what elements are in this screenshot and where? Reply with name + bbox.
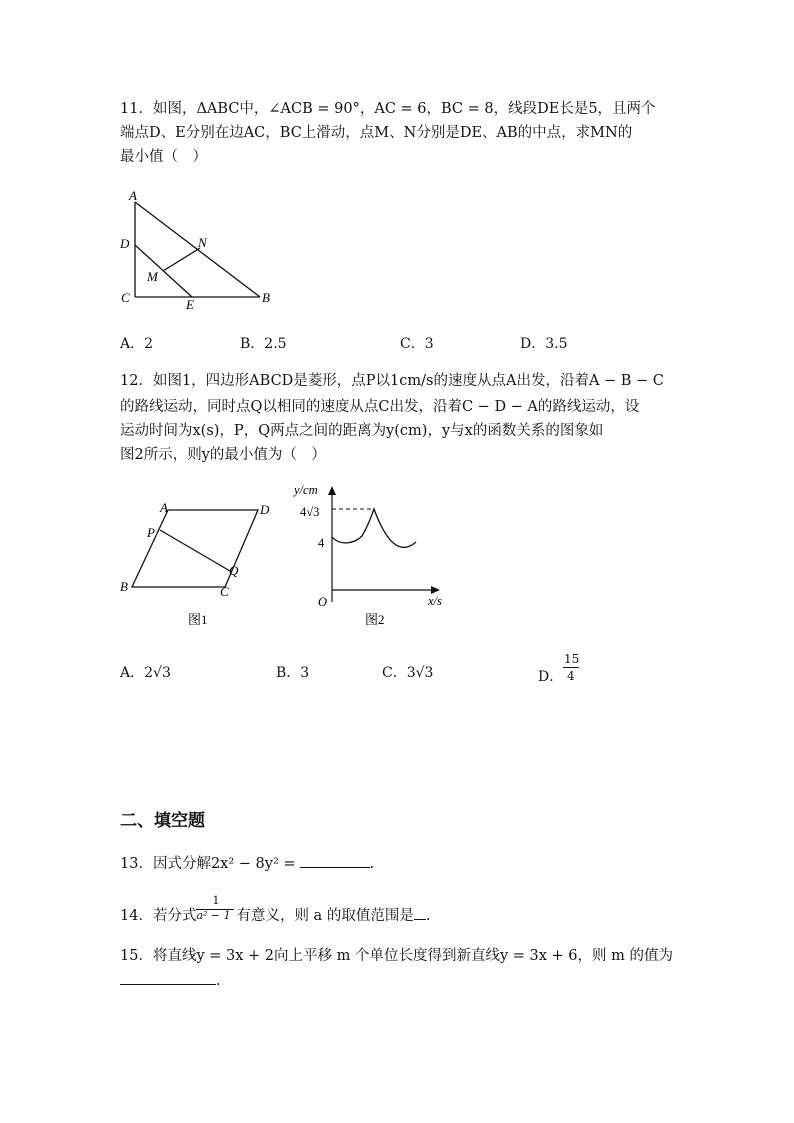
q11-text-line-2: 端点D、E分别在边AC，BC上滑动，点M、N分别是DE、AB的中点，求MN的 <box>120 125 633 141</box>
label-n: N <box>198 235 207 250</box>
function-curve <box>332 509 416 547</box>
q11-triangle-figure <box>110 185 290 315</box>
q14-suffix: 有意义，则 a 的取值范围是 <box>236 908 414 924</box>
label-c: C <box>121 290 130 305</box>
fig2-caption: 图2 <box>365 612 385 627</box>
fig1-label-c: C <box>220 584 229 599</box>
q12-text-line-1: 12．如图1，四边形ABCD是菱形，点P以1cm/s的速度从点A出发，沿着A − B − C <box>120 373 664 389</box>
fig1-label-q: Q <box>229 563 239 578</box>
q14-fraction-denominator: a² − 1 <box>196 909 231 922</box>
segment-pq <box>160 530 230 571</box>
x-axis-arrow <box>431 586 440 594</box>
q12-option-b[interactable]: B．3 <box>276 665 310 681</box>
segment-mn <box>163 248 200 271</box>
q12-option-d[interactable] <box>538 652 598 692</box>
q11-option-b[interactable]: B．2.5 <box>240 336 287 352</box>
q13-end: . <box>369 856 375 872</box>
rhombus-abcd <box>132 510 258 587</box>
q12-text-line-3: 运动时间为x(s)，P，Q两点之间的距离为y(cm)，y与x的函数关系的图象如 <box>120 423 604 439</box>
q12-option-d-numerator: 15 <box>564 652 580 666</box>
q15-text-line-1: 15．将直线y = 3x + 2向上平移 m 个单位长度得到新直线y = 3x + 6，则 m 的值为 <box>120 948 673 964</box>
q15-line-2 <box>120 968 221 994</box>
y-axis-label: y/cm <box>294 483 318 497</box>
q15-answer-blank[interactable] <box>120 968 216 985</box>
fig1-label-p: P <box>147 525 155 540</box>
q12-text-line-2: 的路线运动，同时点Q以相同的速度从点C出发，沿着C − D − A的路线运动，设 <box>120 399 640 415</box>
q12-option-d-fraction-bar <box>563 667 579 668</box>
q12-option-d-denominator: 4 <box>567 669 575 683</box>
q14-answer-blank[interactable] <box>414 903 426 920</box>
y-tick-4: 4 <box>318 536 325 550</box>
q11-option-d[interactable]: D．3.5 <box>520 336 568 352</box>
label-d: D <box>120 236 130 251</box>
q14-fraction-numerator: 1 <box>212 894 220 907</box>
y-axis-arrow <box>328 486 336 495</box>
q14-end: . <box>425 908 431 924</box>
fig1-label-a: A <box>160 500 168 515</box>
label-m: M <box>147 269 158 284</box>
label-e: E <box>186 297 194 312</box>
label-a: A <box>129 188 137 203</box>
q12-option-c[interactable]: C．3√3 <box>382 665 434 681</box>
q15-end: . <box>216 973 221 989</box>
q11-option-c[interactable]: C．3 <box>400 336 434 352</box>
q12-figure-1-rhombus <box>110 495 290 630</box>
q14-fraction <box>196 894 236 926</box>
label-b: B <box>262 290 270 305</box>
q11-option-a[interactable]: A．2 <box>120 336 154 352</box>
origin-label: O <box>318 595 328 609</box>
q14-prefix: 14．若分式 <box>120 908 197 924</box>
q12-option-a[interactable]: A．2√3 <box>120 665 171 681</box>
q13-line <box>120 851 374 877</box>
q12-text-line-4: 图2所示，则y的最小值为（ ） <box>120 447 326 463</box>
q12-option-d-prefix: D． <box>538 669 564 685</box>
y-tick-4-sqrt3: 4√3 <box>300 505 320 519</box>
q13-answer-blank[interactable] <box>300 851 370 868</box>
fig1-label-b: B <box>120 579 128 594</box>
q14-line <box>120 894 431 929</box>
q11-text-line-1: 11．如图，ΔABC中，∠ACB = 90°，AC = 6，BC = 8，线段DE长是5，且两个 <box>120 101 656 117</box>
section-title: 二、填空题 <box>120 811 205 831</box>
x-axis-label: x/s <box>428 594 442 608</box>
q13-text: 13．因式分解2x² − 8y² = <box>120 856 296 872</box>
q11-text-line-3: 最小值（ ） <box>120 149 207 165</box>
fig1-label-d: D <box>260 502 270 517</box>
q12-figure-2-graph <box>290 478 460 630</box>
fig1-caption: 图1 <box>188 612 208 627</box>
